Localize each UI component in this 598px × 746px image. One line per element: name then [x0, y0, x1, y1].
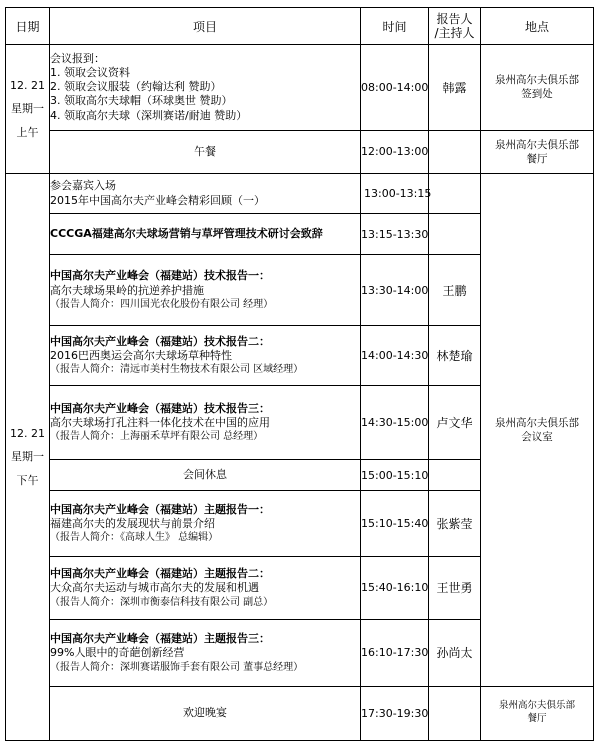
item-line: 中国高尔夫产业峰会（福建站）主题报告二：: [50, 567, 270, 581]
location-cell: [481, 130, 594, 173]
date-cell: [6, 173, 50, 740]
date-line: 星期一: [11, 102, 44, 116]
item-cell: [50, 255, 361, 326]
presenter-cell: 孙尚太: [429, 620, 481, 686]
item-line: 2. 领取会议服装（约翰达利 赞助）: [50, 80, 222, 94]
header-date: 日期: [6, 8, 50, 45]
item-line: 中国高尔夫产业峰会（福建站）技术报告一：: [50, 269, 270, 283]
location-line: 签到处: [521, 88, 553, 101]
schedule-row: [6, 130, 594, 173]
item-cell: [50, 325, 361, 385]
time-cell: 13:15-13:30: [361, 214, 429, 255]
location-line: 泉州高尔夫俱乐部: [495, 138, 579, 151]
presenter-cell: [429, 459, 481, 490]
presenter-cell: 王世勇: [429, 556, 481, 619]
schedule-body: [6, 45, 594, 741]
date-line: 12. 21: [10, 79, 45, 93]
item-line: 中国高尔夫产业峰会（福建站）技术报告二：: [50, 334, 270, 348]
item-line: 高尔夫球场打孔注料一体化技术在中国的应用: [50, 416, 270, 430]
presenter-cell: [429, 214, 481, 255]
header-row: [6, 8, 594, 45]
location-line: 餐厅: [527, 713, 547, 725]
time-cell: 15:00-15:10: [361, 459, 429, 490]
item-line: CCCGA福建高尔夫球场营销与草坪管理技术研讨会致辞: [50, 227, 323, 241]
header-time: 时间: [361, 8, 429, 45]
item-line: 参会嘉宾入场: [50, 179, 116, 193]
item-line: 中国高尔夫产业峰会（福建站）主题报告三：: [50, 631, 270, 645]
item-line: 大众高尔夫运动与城市高尔夫的发展和机遇: [50, 581, 259, 595]
time-cell: 14:00-14:30: [361, 325, 429, 385]
time-cell: 13:30-14:00: [361, 255, 429, 326]
item-line: 4. 领取高尔夫球（深圳赛诺/耐迪 赞助）: [50, 108, 248, 122]
date-line: 上午: [16, 125, 39, 139]
item-line: 福建高尔夫的发展现状与前景介绍: [50, 516, 215, 530]
header-presenter-line1: 报告人: [436, 11, 473, 26]
location-line: 泉州高尔夫俱乐部: [495, 74, 579, 87]
item-line: （报告人简介：上海丽禾草坪有限公司 总经理）: [50, 431, 264, 443]
time-cell: 16:10-17:30: [361, 620, 429, 686]
item-line: 高尔夫球场果岭的抗逆养护措施: [50, 283, 204, 297]
date-line: 星期一: [11, 450, 44, 464]
time-cell: 13:00-13:15: [361, 173, 429, 213]
header-presenter-line2: /主持人: [434, 26, 475, 40]
item-line: 3. 领取高尔夫球帽（环球奥世 赞助）: [50, 94, 233, 108]
date-line: 12. 21: [10, 427, 45, 441]
time-cell: 15:40-16:10: [361, 556, 429, 619]
item-line: （报告人简介：《高球人生》 总编辑）: [50, 532, 219, 544]
location-line: 泉州高尔夫俱乐部: [495, 416, 579, 429]
item-line: （报告人简介：清远市美村生物技术有限公司 区域经理）: [50, 364, 304, 376]
location-line: 泉州高尔夫俱乐部: [498, 700, 575, 712]
item-line: 会议报到：: [50, 51, 105, 65]
header-location: 地点: [481, 8, 594, 45]
time-cell: 14:30-15:00: [361, 386, 429, 460]
header-item: 项目: [50, 8, 361, 45]
schedule-table: [5, 7, 594, 741]
schedule-row: [6, 173, 594, 213]
location-line: 会议室: [521, 430, 553, 443]
presenter-cell: [429, 173, 481, 213]
item-cell: [50, 386, 361, 460]
item-cell: [50, 214, 361, 255]
schedule-row: [6, 45, 594, 131]
time-cell: 17:30-19:30: [361, 686, 429, 740]
item-line: 中国高尔夫产业峰会（福建站）主题报告一：: [50, 502, 270, 516]
presenter-cell: 王鹏: [429, 255, 481, 326]
date-cell: [6, 45, 50, 174]
time-cell: 12:00-13:00: [361, 130, 429, 173]
item-line: 2016巴西奥运会高尔夫球场草种特性: [50, 349, 232, 363]
item-line: （报告人简介：深圳市衡泰信科技有限公司 副总）: [50, 596, 274, 608]
item-line: （报告人简介：深圳赛诺服饰手套有限公司 董事总经理）: [50, 661, 304, 673]
header-presenter: [429, 8, 481, 45]
presenter-cell: 韩露: [429, 45, 481, 131]
item-cell: [50, 130, 361, 173]
presenter-cell: 卢文华: [429, 386, 481, 460]
item-line: （报告人简介：四川国光农化股份有限公司 经理）: [50, 299, 274, 311]
presenter-cell: [429, 130, 481, 173]
item-line: 午餐: [194, 144, 216, 158]
location-line: 餐厅: [526, 152, 548, 165]
schedule-row: [6, 686, 594, 740]
presenter-cell: [429, 686, 481, 740]
item-cell: [50, 491, 361, 556]
item-cell: [50, 173, 361, 213]
item-cell: [50, 686, 361, 740]
item-line: 1. 领取会议资料: [50, 65, 130, 79]
item-line: 2015年中国高尔夫产业峰会精彩回顾（一）: [50, 193, 265, 207]
item-cell: [50, 620, 361, 686]
item-cell: [50, 556, 361, 619]
time-cell: 15:10-15:40: [361, 491, 429, 556]
item-line: 中国高尔夫产业峰会（福建站）技术报告三：: [50, 401, 270, 415]
item-line: 会间休息: [183, 467, 227, 481]
location-cell: [481, 686, 594, 740]
date-line: 下午: [16, 473, 39, 487]
item-line: 欢迎晚宴: [183, 706, 227, 720]
time-cell: 08:00-14:00: [361, 45, 429, 131]
presenter-cell: 林楚瑜: [429, 325, 481, 385]
item-cell: [50, 459, 361, 490]
location-cell-merged: [481, 173, 594, 686]
location-cell: [481, 45, 594, 131]
item-cell: [50, 45, 361, 131]
item-line: 99%人眼中的奇葩创新经营: [50, 646, 185, 660]
presenter-cell: 张紫莹: [429, 491, 481, 556]
